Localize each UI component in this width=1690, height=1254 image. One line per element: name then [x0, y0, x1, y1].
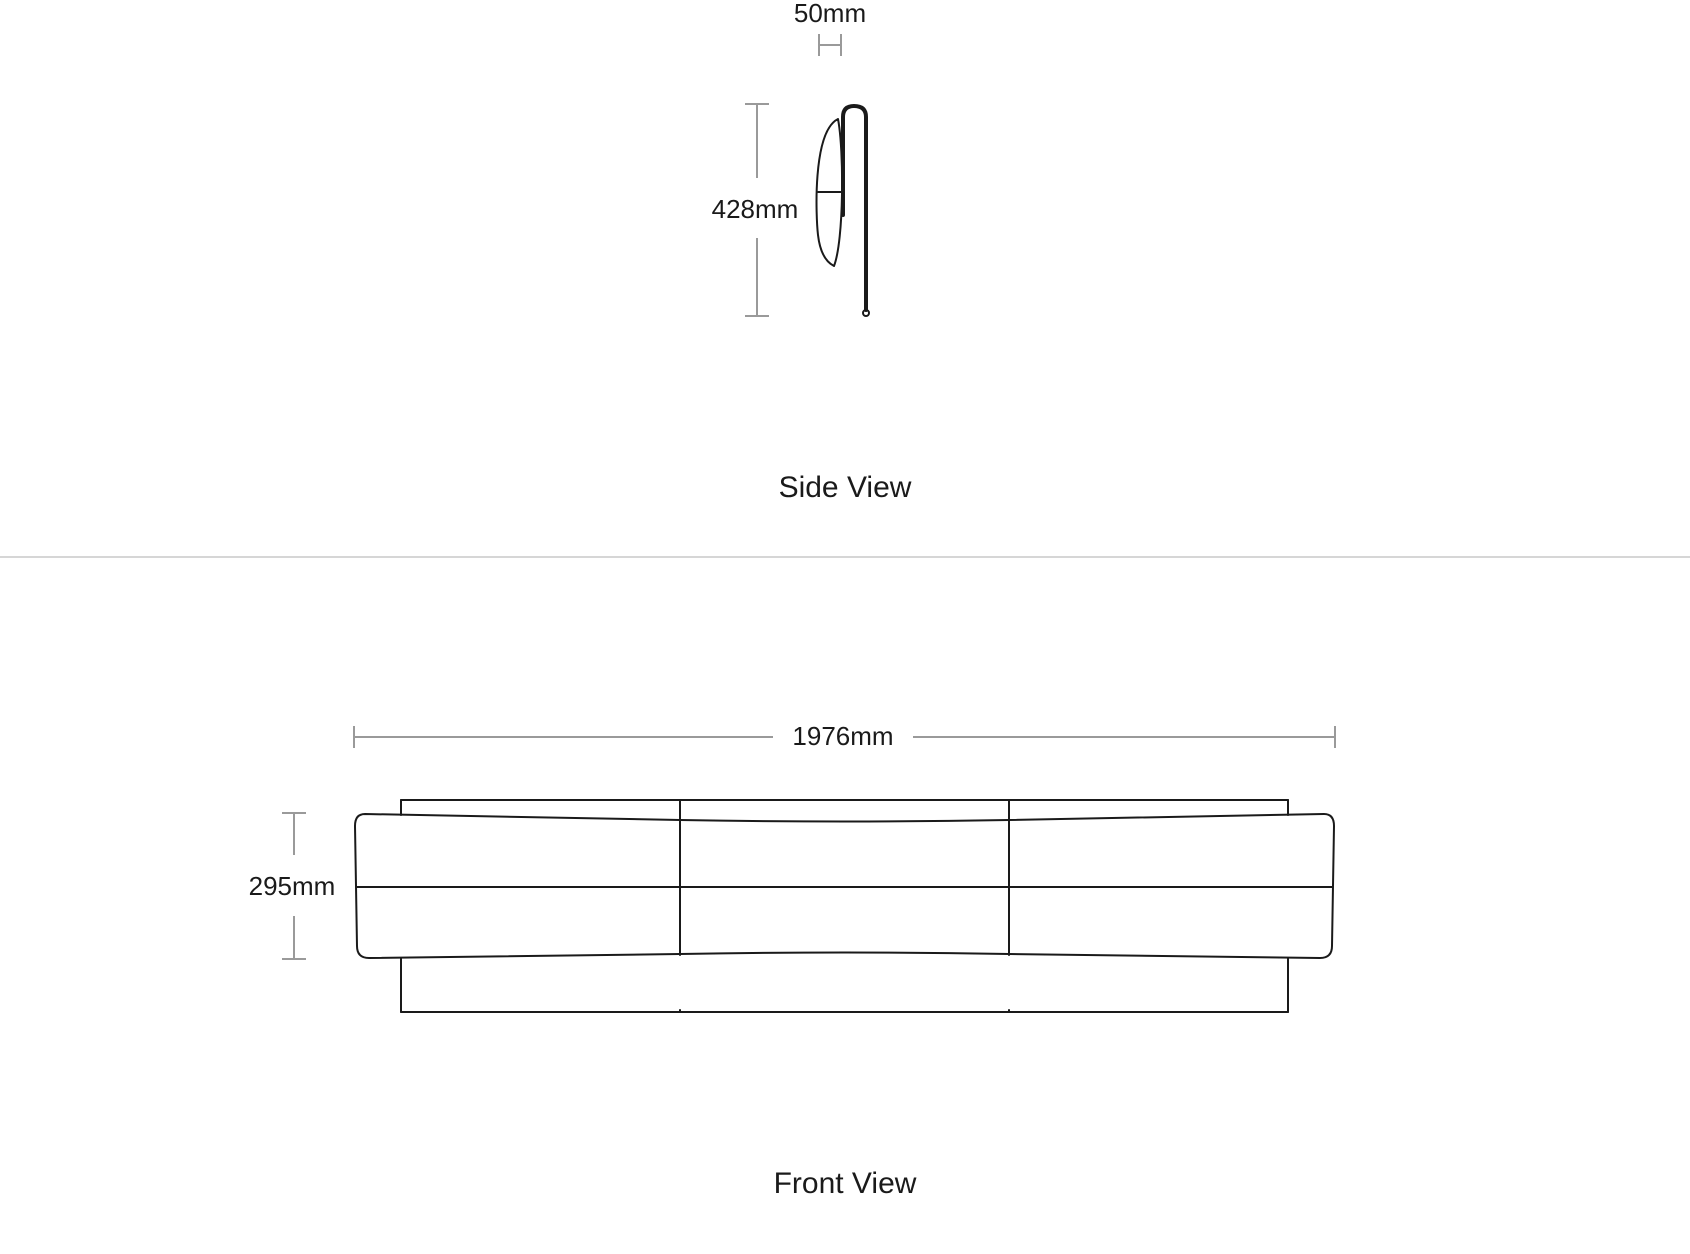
front-base-box	[401, 800, 1288, 1012]
side-depth-dimension-line	[819, 34, 841, 56]
front-height-label: 295mm	[248, 871, 336, 901]
side-view	[712, 0, 912, 504]
side-height-label: 428mm	[711, 194, 799, 224]
side-depth-label: 50mm	[793, 0, 867, 28]
side-view-caption: Side View	[778, 471, 912, 504]
side-arm-profile	[843, 106, 869, 316]
front-shade-panel	[355, 800, 1334, 1012]
side-shade-profile	[817, 119, 843, 266]
front-width-label: 1976mm	[792, 721, 894, 751]
front-view-caption: Front View	[773, 1167, 917, 1200]
front-view	[249, 721, 1335, 1200]
